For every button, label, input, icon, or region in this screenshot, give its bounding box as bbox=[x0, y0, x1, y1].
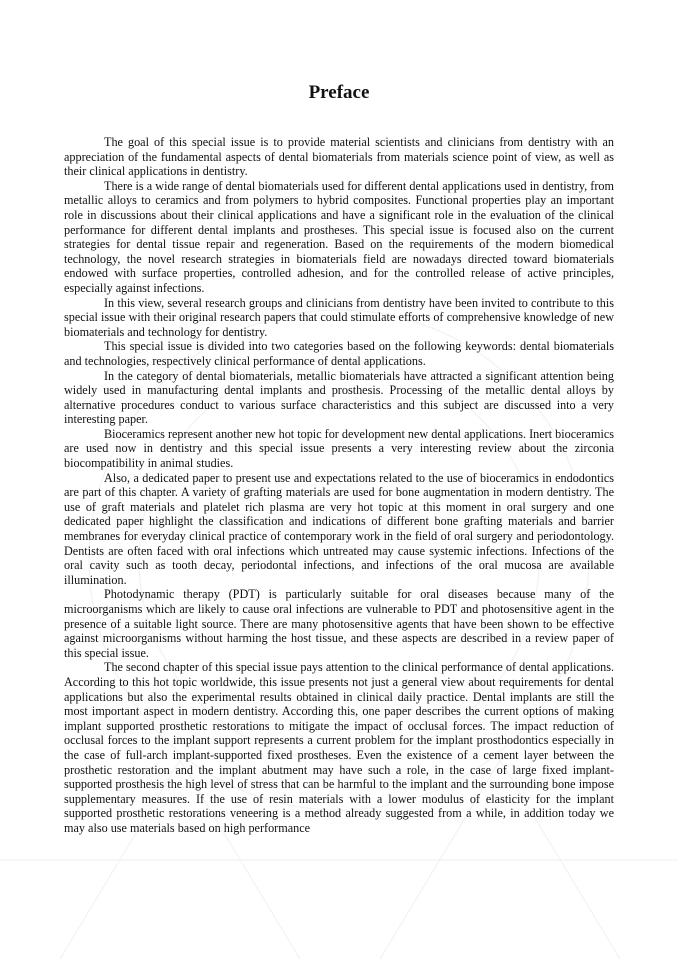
paragraph: There is a wide range of dental biomaterials used for different dental applications used in dentistry, from metallic alloys to ceramics and from polymers to hybrid composites. Functional properties play an important role in discussions about their clinical applications and have a significant role in the evaluation of the clinical performance for different dental implants and prostheses. This special issue is focused also on the current strategies for dental tissue repair and regeneration. Based on the requirements of the modern biomedical technology, the novel research strategies in biomaterials field are nowadays directed toward biomaterials endowed with surface properties, controlled adhesion, and for the controlled release of active principles, especially against infections. bbox=[64, 178, 614, 295]
paragraph: In this view, several research groups and clinicians from dentistry have been invited to contribute to this special issue with their original research papers that could stimulate efforts of comprehensive knowledge of new biomaterials and technology for dentistry. bbox=[64, 295, 614, 339]
paragraph: Photodynamic therapy (PDT) is particularly suitable for oral diseases because many of the microorganisms which are likely to cause oral infections are vulnerable to PDT and photosensitive agent in the presence of a suitable light source. There are many photosensitive agents that have been shown to be effective against microorganisms without harming the host tissue, and these aspects are described in a review paper of this special issue. bbox=[64, 587, 614, 660]
paragraph: Bioceramics represent another new hot topic for development new dental applications. Inert bioceramics are used now in dentistry and this special issue presents a very interesting review about the zirconia biocompatibility in animal studies. bbox=[64, 426, 614, 471]
paragraph: This special issue is divided into two categories based on the following keywords: dental biomaterials and technologies, respectively clinical performance of dental applications. bbox=[64, 339, 614, 368]
preface-body bbox=[64, 135, 614, 836]
paragraph: Also, a dedicated paper to present use and expectations related to the use of bioceramics in endodontics are part of this chapter. A variety of grafting materials are used for bone augmentation in modern dentistry. The use of graft materials and platelet rich plasma are very hot topic at this moment in oral surgery and one dedicated paper highlight the classification and indications of different bone grafting materials and barrier membranes for everyday clinical practice of contemporary work in the field of oral surgery and periodontology. Dentists are often faced with oral infections which untreated may cause systemic infections. Infections of the oral cavity such as tooth decay, periodontal infections, and infections of the oral mucosa are available illumination. bbox=[64, 470, 614, 587]
paragraph: In the category of dental biomaterials, metallic biomaterials have attracted a significant attention being widely used in manufacturing dental implants and prosthesis. Processing of the metallic dental alloys by alternative procedures conduct to various surface characteristics and this subject are discussed into a very interesting paper. bbox=[64, 368, 614, 427]
paragraph: The goal of this special issue is to provide material scientists and clinicians from dentistry with an appreciation of the fundamental aspects of dental biomaterials from materials science point of view, as well as their clinical applications in dentistry. bbox=[64, 135, 614, 179]
paragraph: The second chapter of this special issue pays attention to the clinical performance of dental applications. According to this hot topic worldwide, this issue presents not just a general view about requirements for dental applications but also the experimental results obtained in clinical daily practice. Dental implants are still the most important aspect in modern dentistry. According this, one paper describes the current options of making implant supported prosthetic restorations to mitigate the impact of occlusal forces. The impact reduction of occlusal forces to the implant support represents a current problem for the implant prosthodontics especially in the case of full-arch implant-supported fixed prostheses. Even the existence of a cement layer between the prosthetic restoration and the implant abutment may have such a role, in the case of large fixed implant-supported prosthesis the high level of stress that can be harmful to the implant and the surrounding bone impose supplementary measures. If the use of resin materials with a lower modulus of elasticity for the implant supported prosthetic restorations veneering is a method already suggested from a while, in addition today we may also use materials based on high performance bbox=[64, 660, 614, 835]
page-title: Preface bbox=[308, 82, 370, 103]
